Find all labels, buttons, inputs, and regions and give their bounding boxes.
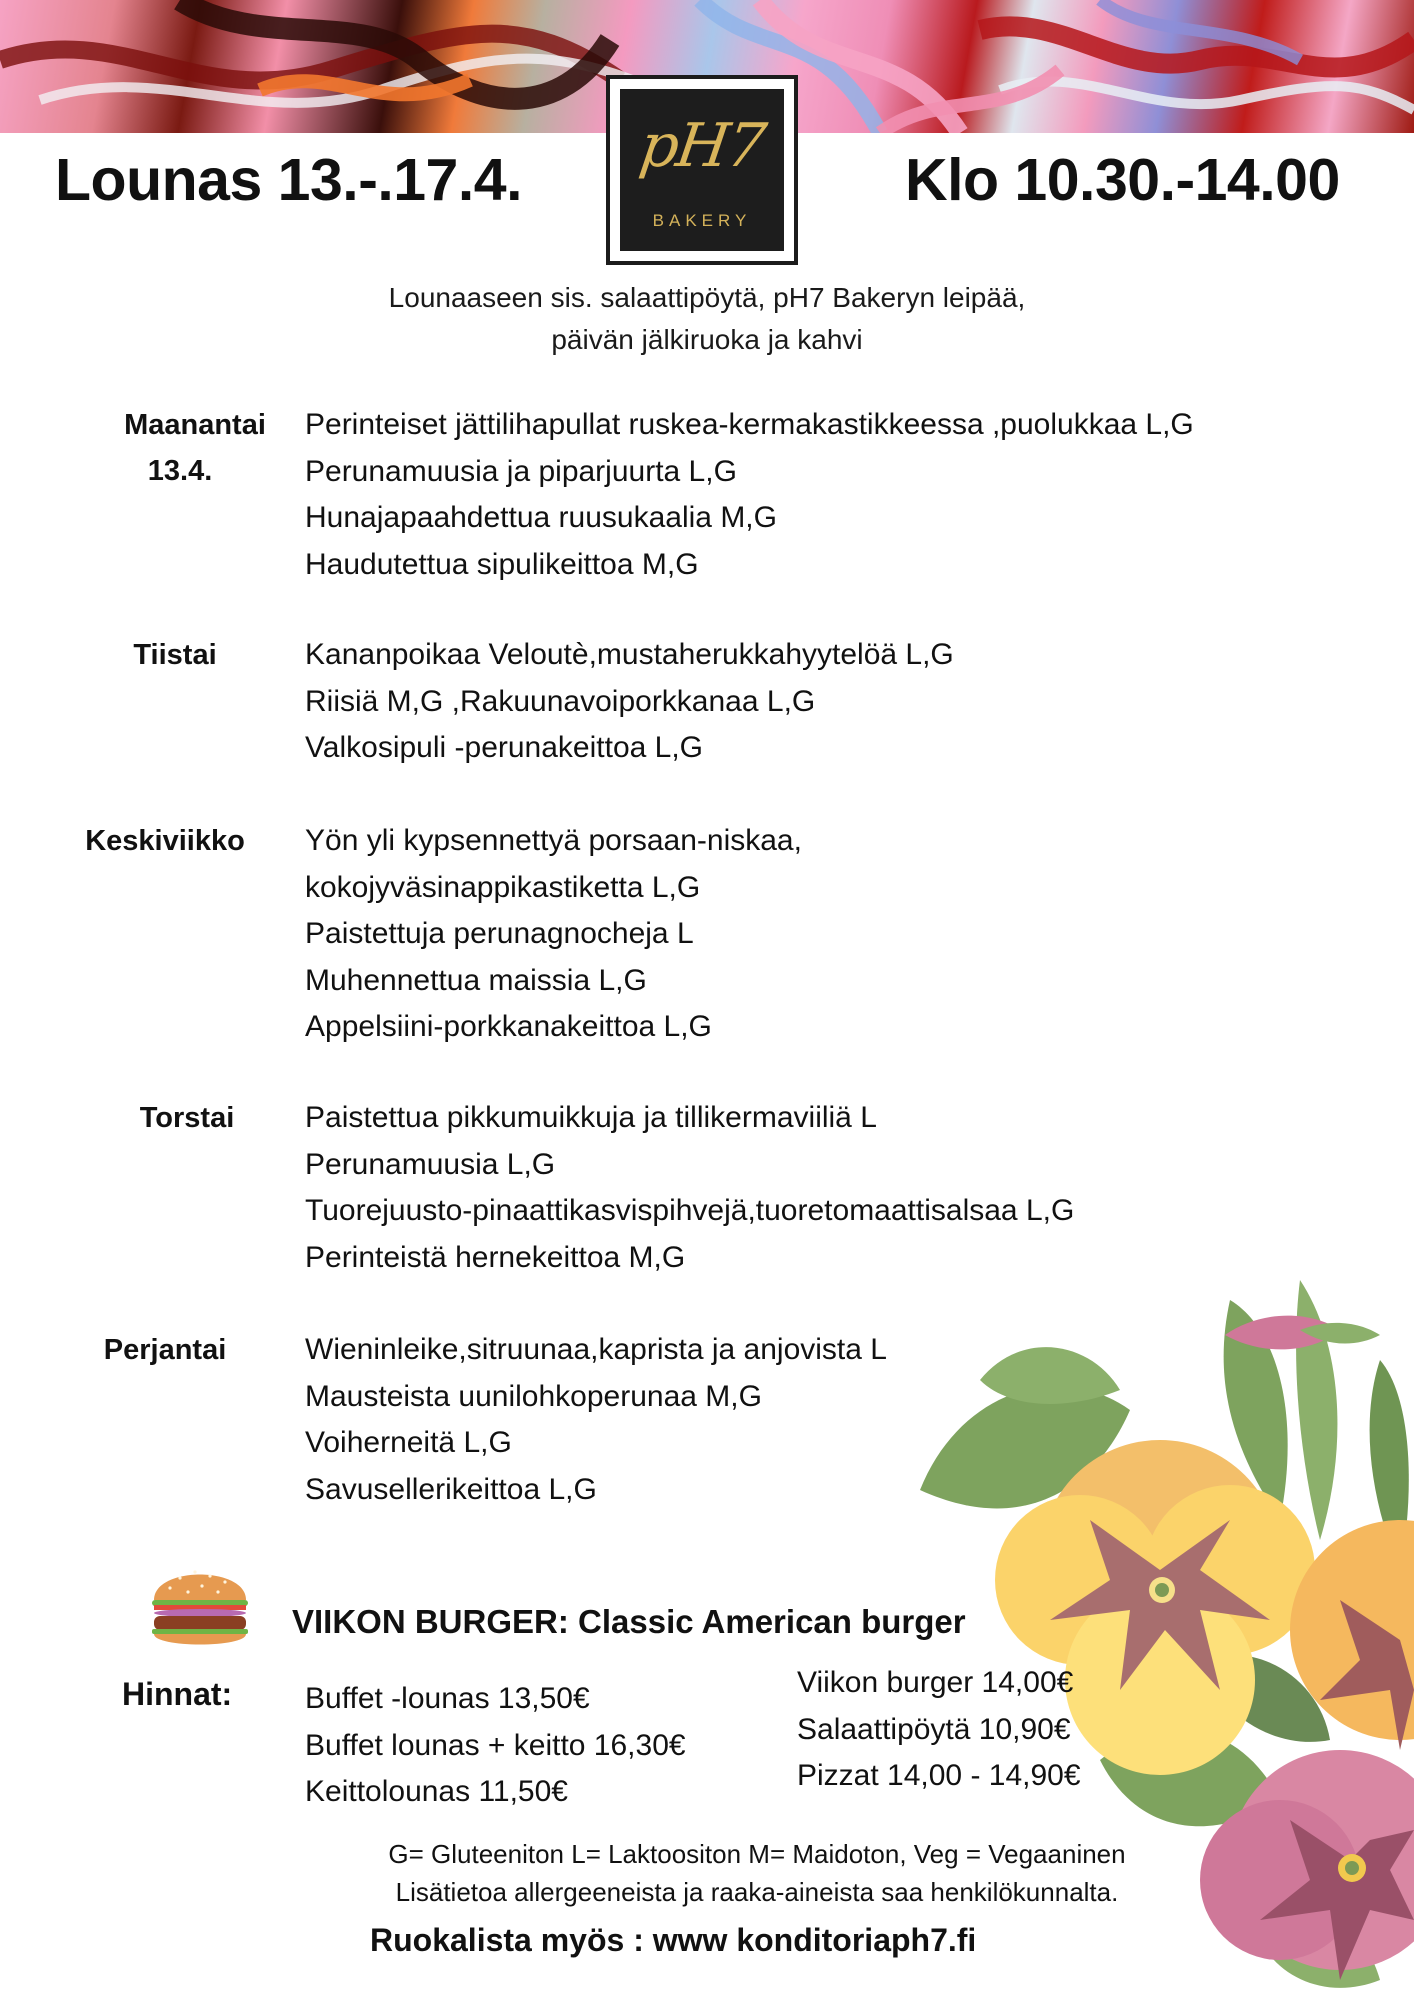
dish-item: Yön yli kypsennettyä porsaan-niskaa, [305,824,802,857]
ph7-bakery-logo [606,75,798,265]
dish-item: Valkosipuli -perunakeittoa L,G [305,731,703,764]
dish-item: Hunajapaahdettua ruusukaalia M,G [305,501,777,534]
burger-icon [140,1556,260,1652]
weekly-burger-title: VIIKON BURGER: Classic American burger [292,1603,966,1640]
allergen-codes: G= Gluteeniton L= Laktoositon M= Maidoton, Veg = Vegaaninen [388,1839,1126,1869]
day-name: Torstai [139,1102,235,1134]
page-title: Lounas 13.-.17.4. [55,147,522,213]
dish-list [305,818,802,1051]
dish-item: Riisiä M,G ,Rakuunavoiporkkanaa L,G [305,684,816,718]
dish-item: Tuorejuusto-pinaattikasvispihvejä,tuoretomaattisalsaa L,G [305,1194,1075,1227]
dish-item: Kananpoikaa Veloutè,mustaherukkahyytelöä L,G [305,638,954,671]
dish-list [305,632,954,772]
day-label [60,632,290,678]
price-item: Keittolounas 11,50€ [305,1775,568,1808]
dish-item: Paistettua pikkumuikkuja ja tillikermaviiliä L [305,1101,877,1134]
day-label [80,402,310,494]
price-item: Salaattipöytä 10,90€ [797,1712,1071,1746]
prices-list-left [305,1676,686,1816]
intro-line-2: päivän jälkiruoka ja kahvi [551,324,863,355]
day-name: Tiistai [133,639,217,671]
prices-label: Hinnat: [122,1676,233,1712]
logo-background [620,89,784,251]
intro-line-1: Lounaaseen sis. salaattipöytä, pH7 Bakeryn leipää, [388,282,1026,313]
dish-item: kokojyväsinappikastiketta L,G [305,870,701,904]
day-date: 13.4. [147,455,213,487]
price-item: Buffet -lounas 13,50€ [305,1682,590,1715]
day-label [72,1095,302,1141]
dish-item: Muhennettua maissia L,G [305,963,647,997]
dish-item: Paistettuja perunagnocheja L [305,917,694,950]
dish-item: Perunamuusia ja piparjuurta L,G [305,454,737,488]
dish-item: Savusellerikeittoa L,G [305,1472,597,1506]
dish-list [305,1327,887,1513]
logo-mark: pH7 [635,111,769,181]
dish-item: Haudutettua sipulikeittoa M,G [305,547,699,581]
day-name: Keskiviikko [85,825,245,857]
dish-item: Perinteiset jättilihapullat ruskea-kermakastikkeessa ,puolukkaa L,G [305,408,1194,441]
dish-item: Perunamuusia L,G [305,1147,556,1181]
prices-list-right [797,1660,1081,1800]
price-item: Buffet lounas + keitto 16,30€ [305,1728,686,1762]
day-name: Perjantai [103,1334,227,1366]
dish-item: Perinteistä hernekeittoa M,G [305,1240,686,1274]
lunch-includes-note [0,277,1414,361]
website-link[interactable]: Ruokalista myös : www konditoriaph7.fi [370,1922,977,1958]
logo-subtitle: BAKERY [652,211,752,230]
price-item: Pizzat 14,00 - 14,90€ [797,1759,1081,1792]
dish-item: Appelsiini-porkkanakeittoa L,G [305,1010,712,1043]
dish-item: Wieninleike,sitruunaa,kaprista ja anjovista L [305,1333,887,1366]
opening-hours: Klo 10.30.-14.00 [905,147,1340,213]
dish-item: Voiherneitä L,G [305,1426,512,1459]
day-label [50,1327,280,1373]
day-label [50,818,280,864]
dish-item: Mausteista uunilohkoperunaa M,G [305,1379,762,1413]
price-item: Viikon burger 14,00€ [797,1666,1074,1699]
allergen-legend [0,1835,1414,1911]
dish-list [305,402,1194,588]
day-name: Maanantai [124,409,266,441]
allergen-info-note: Lisätietoa allergeeneista ja raaka-aineista saa henkilökunnalta. [395,1877,1119,1907]
